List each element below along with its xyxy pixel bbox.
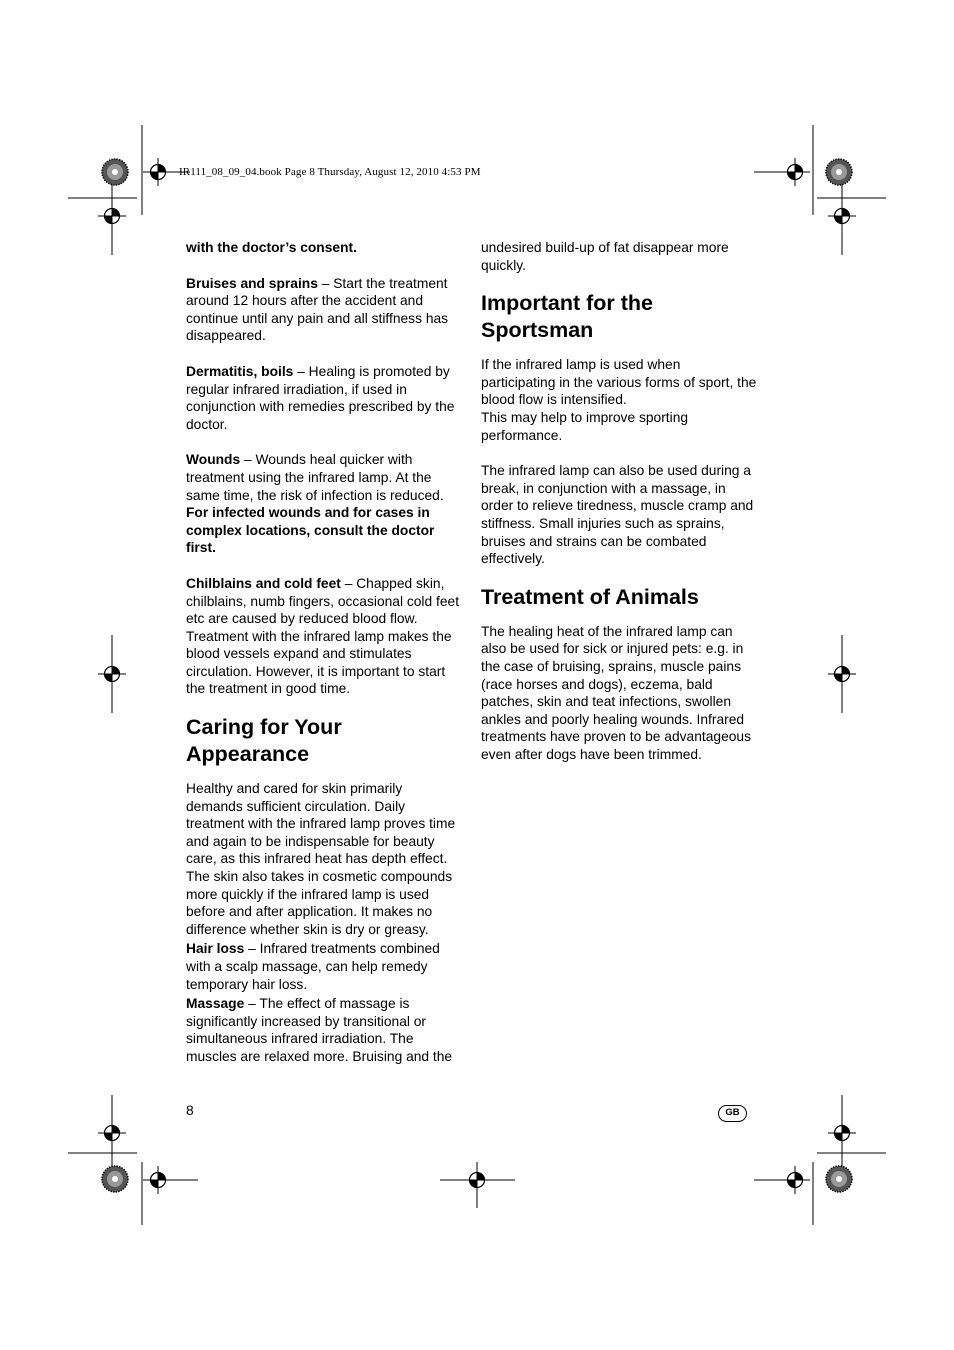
term-chilblains: Chilblains and cold feet xyxy=(186,575,341,591)
sport-paragraph-3: The infrared lamp can also be used during a break, in conjunction with a massage, in order to relieve tiredness, muscle cramp and stiffness. Small injuries such as sprains, bruises and strains can be combated effectively. xyxy=(481,463,754,567)
sport-paragraph-2: This may help to improve sporting performance. xyxy=(481,409,689,443)
appearance-paragraph-1: Healthy and cared for skin primarily demands sufficient circulation. Daily treatment with the infrared lamp proves time and again to be indispensable for beauty care, as this infrared heat has depth effect. xyxy=(186,781,456,867)
term-dermatitis: Dermatitis, boils xyxy=(186,363,294,379)
left-column xyxy=(186,239,462,1066)
animals-paragraph: The healing heat of the infrared lamp can also be used for sick or injured pets: e.g. in the case of bruising, sprains, muscle pains (race horses and dogs), eczema, bald patches, skin and teat infections, swollen ankles and poorly healing wounds. Infrared treatments have proven to be advantageous even after dogs have been trimmed. xyxy=(481,623,751,762)
right-column xyxy=(481,239,757,763)
term-wounds: Wounds xyxy=(186,452,241,468)
heading-animals: Treatment of Animals xyxy=(481,584,699,609)
language-badge: GB xyxy=(718,1105,747,1122)
paragraph-bruises xyxy=(186,275,462,345)
text-massage: – The effect of massage is significantly increased by transitional or simultaneous infrared irradiation. The muscles are relaxed more. Bruising and the xyxy=(186,996,453,1064)
heading-sportsman: Important for the Sportsman xyxy=(481,291,653,343)
paragraph-hair-loss xyxy=(186,940,462,993)
heading-appearance: Caring for Your Appearance xyxy=(186,715,342,767)
sport-paragraph-1: If the infrared lamp is used when participating in the various forms of sport, the blood flow is intensified. xyxy=(481,357,757,408)
warning-wounds: For infected wounds and for cases in complex locations, consult the doctor first. xyxy=(186,505,435,556)
paragraph-dermatitis xyxy=(186,363,462,433)
page-number: 8 xyxy=(186,1103,194,1118)
text-hair-loss: – Infrared treatments combined with a scalp massage, can help remedy temporary hair loss. xyxy=(186,941,440,992)
text-wounds: – Wounds heal quicker with treatment using the infrared lamp. At the same time, the risk of infection is reduced. xyxy=(186,452,444,503)
text-dermatitis: – Healing is promoted by regular infrared irradiation, if used in conjunction with remedies prescribed by the doctor. xyxy=(186,363,455,432)
continuation-text: undesired build-up of fat disappear more quickly. xyxy=(481,240,729,273)
paragraph-massage xyxy=(186,995,462,1065)
text-bruises: – Start the treatment around 12 hours after the accident and continue until any pain and all stiffness has disappeared. xyxy=(186,275,449,344)
term-bruises: Bruises and sprains xyxy=(186,275,318,291)
print-slug: IR111_08_09_04.book Page 8 Thursday, August 12, 2010 4:53 PM xyxy=(179,166,481,178)
term-hair-loss: Hair loss xyxy=(186,941,245,957)
appearance-paragraph-2: The skin also takes in cosmetic compounds more quickly if the infrared lamp is used before and after application. It makes no difference whether skin is dry or greasy. xyxy=(186,869,453,937)
paragraph-wounds xyxy=(186,451,462,557)
consent-text: with the doctor’s consent. xyxy=(186,240,357,255)
text-chilblains: – Chapped skin, chilblains, numb fingers, occasional cold feet etc are caused by reduced blood flow. Treatment with the infrared lamp makes the blood vessels expand and stimulates circulation. However, it is important to start the treatment in good time. xyxy=(186,575,460,697)
paragraph-chilblains xyxy=(186,575,462,698)
term-massage: Massage xyxy=(186,996,245,1012)
